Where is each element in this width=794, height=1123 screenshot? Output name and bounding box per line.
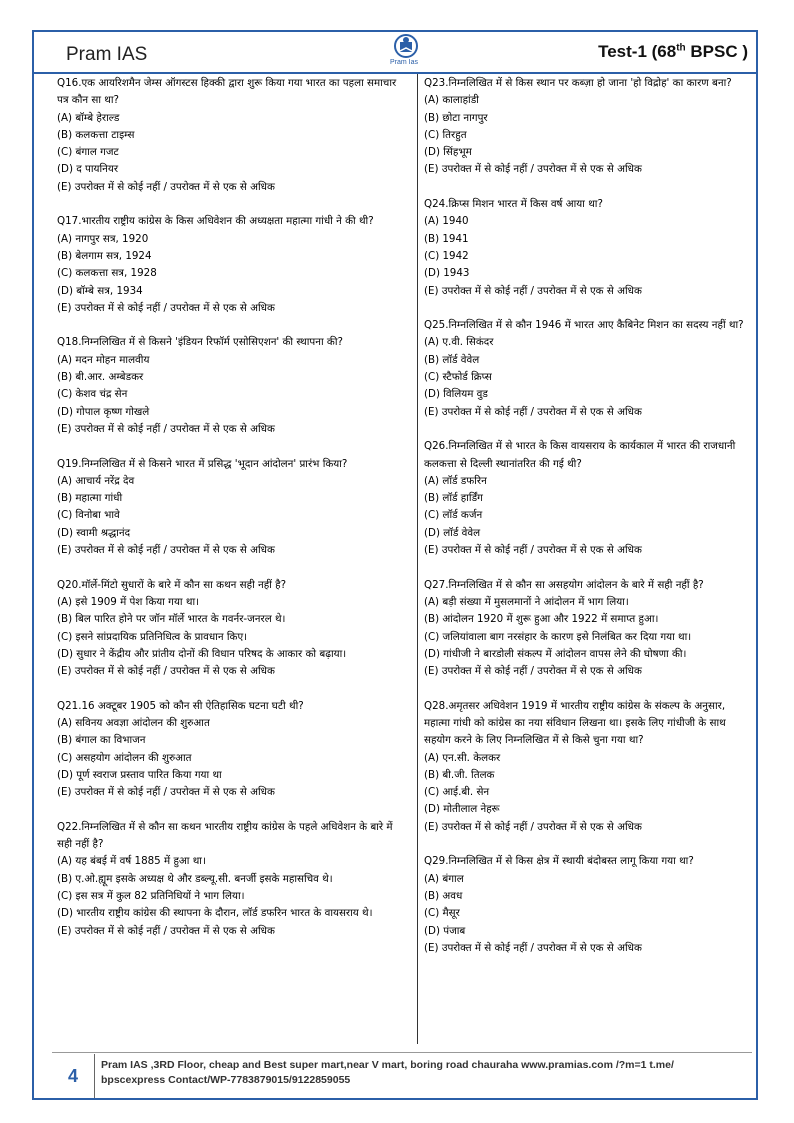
footer-line-2: bpscexpress Contact/WP-7783879015/9122859055 xyxy=(101,1074,351,1086)
answer-option: (D) सिंहभूम xyxy=(424,146,472,159)
answer-option: (C) जलियांवाला बाग नरसंहार के कारण इसे निलंबित कर दिया गया था। xyxy=(424,630,692,643)
question-block xyxy=(57,213,407,317)
answer-option: (E) उपरोक्त में से कोई नहीं / उपरोक्त में से एक से अधिक xyxy=(424,163,642,176)
answer-option: (C) केशव चंद्र सेन xyxy=(57,388,128,401)
answer-option: (D) लॉर्ड वेवेल xyxy=(424,526,481,539)
left-column xyxy=(57,75,407,957)
question-text: Q18.निम्नलिखित में से किसने 'इंडियन रिफॉर्म एसोसिएशन' की स्थापना की? xyxy=(57,336,343,349)
answer-option: (C) मैसूर xyxy=(424,907,460,920)
answer-option: (B) लॉर्ड वेवेल xyxy=(424,353,480,366)
page-number: 4 xyxy=(67,1065,78,1086)
question-text: Q21.16 अक्टूबर 1905 को कौन सी ऐतिहासिक घटना घटी थी? xyxy=(57,699,304,712)
answer-option: (E) उपरोक्त में से कोई नहीं / उपरोक्त में से एक से अधिक xyxy=(424,665,642,678)
answer-option: (D) मोतीलाल नेहरू xyxy=(424,803,500,816)
answer-option: (B) छोटा नागपुर xyxy=(424,111,488,124)
answer-option: (E) उपरोक्त में से कोई नहीं / उपरोक्त में से एक से अधिक xyxy=(57,786,275,799)
answer-option: (C) तिरहुत xyxy=(424,128,467,141)
answer-option: (C) विनोबा भावे xyxy=(57,509,120,522)
answer-option: (A) बॉम्बे हेराल्ड xyxy=(57,111,120,124)
answer-option: (B) महात्मा गांधी xyxy=(57,492,123,505)
answer-option: (A) सविनय अवज्ञा आंदोलन की शुरुआत xyxy=(57,716,210,729)
answer-option: (D) द पायनियर xyxy=(57,163,119,176)
answer-option: (E) उपरोक्त में से कोई नहीं / उपरोक्त में से एक से अधिक xyxy=(424,284,642,297)
answer-option: (A) आचार्य नरेंद्र देव xyxy=(57,474,135,487)
answer-option: (B) बी.आर. अम्बेडकर xyxy=(57,371,144,384)
question-block xyxy=(57,819,407,940)
answer-option: (D) 1943 xyxy=(424,267,470,280)
answer-option: (C) 1942 xyxy=(424,249,469,262)
logo-caption: Pram Ias xyxy=(390,59,419,66)
footer-separator xyxy=(94,1054,95,1098)
question-block xyxy=(424,698,748,836)
question-text: Q25.निम्नलिखित में से कौन 1946 में भारत आए कैबिनेट मिशन का सदस्य नहीं था? xyxy=(424,319,744,332)
answer-option: (D) गोपाल कृष्ण गोखले xyxy=(57,405,150,418)
answer-option: (E) उपरोक्त में से कोई नहीं / उपरोक्त में से एक से अधिक xyxy=(424,941,642,954)
answer-option: (B) 1941 xyxy=(424,232,469,245)
answer-option: (C) स्टैफोर्ड क्रिप्स xyxy=(424,371,492,384)
answer-option: (D) विलियम वुड xyxy=(424,388,488,401)
answer-option: (E) उपरोक्त में से कोई नहीं / उपरोक्त में से एक से अधिक xyxy=(57,924,275,937)
question-block xyxy=(57,334,407,438)
answer-option: (B) लॉर्ड हार्डिंग xyxy=(424,492,483,505)
answer-option: (D) स्वामी श्रद्धानंद xyxy=(57,526,131,539)
answer-option: (C) कलकत्ता सत्र, 1928 xyxy=(57,267,157,280)
answer-option: (B) अवध xyxy=(424,889,463,902)
question-text: Q23.निम्नलिखित में से किस स्थान पर कब्ज़ा हो जाना 'हो विद्रोह' का कारण बना? xyxy=(424,77,732,89)
header-divider xyxy=(34,72,756,74)
answer-option: (E) उपरोक्त में से कोई नहीं / उपरोक्त में से एक से अधिक xyxy=(424,820,642,833)
footer-divider xyxy=(52,1052,752,1053)
answer-option: (E) उपरोक्त में से कोई नहीं / उपरोक्त में से एक से अधिक xyxy=(57,180,275,193)
answer-option: (A) ए.वी. सिकंदर xyxy=(424,336,494,349)
question-block xyxy=(424,196,748,300)
answer-option: (B) बी.जी. तिलक xyxy=(424,768,495,781)
answer-option: (E) उपरोक्त में से कोई नहीं / उपरोक्त में से एक से अधिक xyxy=(57,422,275,435)
pram-ias-logo xyxy=(386,34,426,70)
answer-option: (E) उपरोक्त में से कोई नहीं / उपरोक्त में से एक से अधिक xyxy=(424,544,642,557)
question-block xyxy=(57,456,407,560)
question-block xyxy=(57,75,407,196)
answer-option: (E) उपरोक्त में से कोई नहीं / उपरोक्त में से एक से अधिक xyxy=(57,544,275,557)
question-text: Q29.निम्नलिखित में से किस क्षेत्र में स्थायी बंदोबस्त लागू किया गया था? xyxy=(424,855,694,868)
question-text: Q16.एक आयरिशमैन जेम्स ऑगस्टस हिक्की द्वारा शुरू किया गया भारत का पहला समाचार पत्र कौन सा था? xyxy=(57,77,397,107)
answer-option: (C) असहयोग आंदोलन की शुरुआत xyxy=(57,751,192,764)
answer-option: (B) बिल पारित होने पर जॉन मॉर्ले भारत के गवर्नर-जनरल थे। xyxy=(57,613,286,626)
answer-option: (A) मदन मोहन मालवीय xyxy=(57,353,150,366)
answer-option: (D) पूर्ण स्वराज प्रस्ताव पारित किया गया था xyxy=(57,768,222,781)
answer-option: (D) बॉम्बे सत्र, 1934 xyxy=(57,284,143,297)
answer-option: (E) उपरोक्त में से कोई नहीं / उपरोक्त में से एक से अधिक xyxy=(424,405,642,418)
question-block xyxy=(424,75,748,179)
question-text: Q24.क्रिप्स मिशन भारत में किस वर्ष आया था? xyxy=(424,198,603,211)
answer-option: (A) बंगाल xyxy=(424,872,464,885)
answer-option: (E) उपरोक्त में से कोई नहीं / उपरोक्त में से एक से अधिक xyxy=(57,665,275,678)
answer-option: (C) इस सत्र में कुल 82 प्रतिनिधियों ने भाग लिया। xyxy=(57,889,245,902)
answer-option: (A) यह बंबई में वर्ष 1885 में हुआ था। xyxy=(57,855,206,868)
question-text: Q26.निम्नलिखित में से भारत के किस वायसराय के कार्यकाल में भारत की राजधानी कलकत्ता से दिल्ली स्थानांतरित की गई थी? xyxy=(424,440,736,470)
footer-address xyxy=(101,1058,749,1088)
question-text: Q28.अमृतसर अधिवेशन 1919 में भारतीय राष्ट्रीय कांग्रेस के संकल्प के अनुसार, महात्मा गांधी को कांग्रेस का नया संविधान लिखना था। इसके लिए गांधीजी के साथ सहयोग करने के लिए निम्नलिखित में से किसे चुना गया था? xyxy=(424,699,726,747)
answer-option: (A) इसे 1909 में पेश किया गया था। xyxy=(57,595,200,608)
answer-option: (B) बेलगाम सत्र, 1924 xyxy=(57,249,152,262)
question-text: Q17.भारतीय राष्ट्रीय कांग्रेस के किस अधिवेशन की अध्यक्षता महात्मा गांधी ने की थी? xyxy=(57,215,374,228)
answer-option: (B) कलकत्ता टाइम्स xyxy=(57,128,135,141)
right-column xyxy=(424,75,748,974)
question-block xyxy=(424,577,748,681)
question-block xyxy=(424,438,748,559)
answer-option: (A) एन.सी. केलकर xyxy=(424,751,501,764)
answer-option: (A) लॉर्ड डफरिन xyxy=(424,474,487,487)
answer-option: (A) नागपुर सत्र, 1920 xyxy=(57,232,149,245)
footer-line-1: Pram IAS ,3RD Floor, cheap and Best super mart,near V mart, boring road chauraha www.pramias.com /?m=1 t.me/ xyxy=(101,1059,674,1071)
brand-name: Pram IAS xyxy=(66,44,148,65)
answer-option: (B) बंगाल का विभाजन xyxy=(57,734,146,747)
question-text: Q22.निम्नलिखित में से कौन सा कथन भारतीय राष्ट्रीय कांग्रेस के पहले अधिवेशन के बारे में सही नहीं है? xyxy=(57,820,393,851)
answer-option: (D) पंजाब xyxy=(424,924,466,937)
answer-option: (B) आंदोलन 1920 में शुरू हुआ और 1922 में समाप्त हुआ। xyxy=(424,613,659,626)
question-block xyxy=(424,853,748,957)
question-block xyxy=(57,698,407,802)
page-header xyxy=(34,36,756,72)
question-text: Q19.निम्नलिखित में से किसने भारत में प्रसिद्ध 'भूदान आंदोलन' प्रारंभ किया? xyxy=(57,457,348,470)
answer-option: (B) ए.ओ.ह्यूम इसके अध्यक्ष थे और डब्ल्यू.सी. बनर्जी इसके महासचिव थे। xyxy=(57,872,333,885)
test-title: Test-1 (68th BPSC ) xyxy=(598,42,748,61)
answer-option: (C) आई.बी. सेन xyxy=(424,786,490,799)
question-block xyxy=(57,577,407,681)
question-block xyxy=(424,317,748,421)
answer-option: (E) उपरोक्त में से कोई नहीं / उपरोक्त में से एक से अधिक xyxy=(57,301,275,314)
answer-option: (C) इसने सांप्रदायिक प्रतिनिधित्व के प्रावधान किए। xyxy=(57,630,248,643)
answer-option: (D) गांधीजी ने बारडोली संकल्प में आंदोलन वापस लेने की घोषणा की। xyxy=(424,647,687,660)
answer-option: (A) बड़ी संख्या में मुसलमानों ने आंदोलन में भाग लिया। xyxy=(424,595,629,608)
column-divider xyxy=(417,74,418,1044)
question-text: Q20.मॉर्ले-मिंटो सुधारों के बारे में कौन सा कथन सही नहीं है? xyxy=(57,578,287,591)
answer-option: (A) 1940 xyxy=(424,215,469,228)
answer-option: (D) भारतीय राष्ट्रीय कांग्रेस की स्थापना के दौरान, लॉर्ड डफरिन भारत के वायसराय थे। xyxy=(57,907,373,920)
answer-option: (D) सुधार ने केंद्रीय और प्रांतीय दोनों की विधान परिषद के आकार को बढ़ाया। xyxy=(57,647,347,660)
answer-option: (C) बंगाल गजट xyxy=(57,146,119,159)
answer-option: (A) कालाहांडी xyxy=(424,94,479,107)
question-text: Q27.निम्नलिखित में से कौन सा असहयोग आंदोलन के बारे में सही नहीं है? xyxy=(424,578,704,591)
answer-option: (C) लॉर्ड कर्जन xyxy=(424,509,483,522)
